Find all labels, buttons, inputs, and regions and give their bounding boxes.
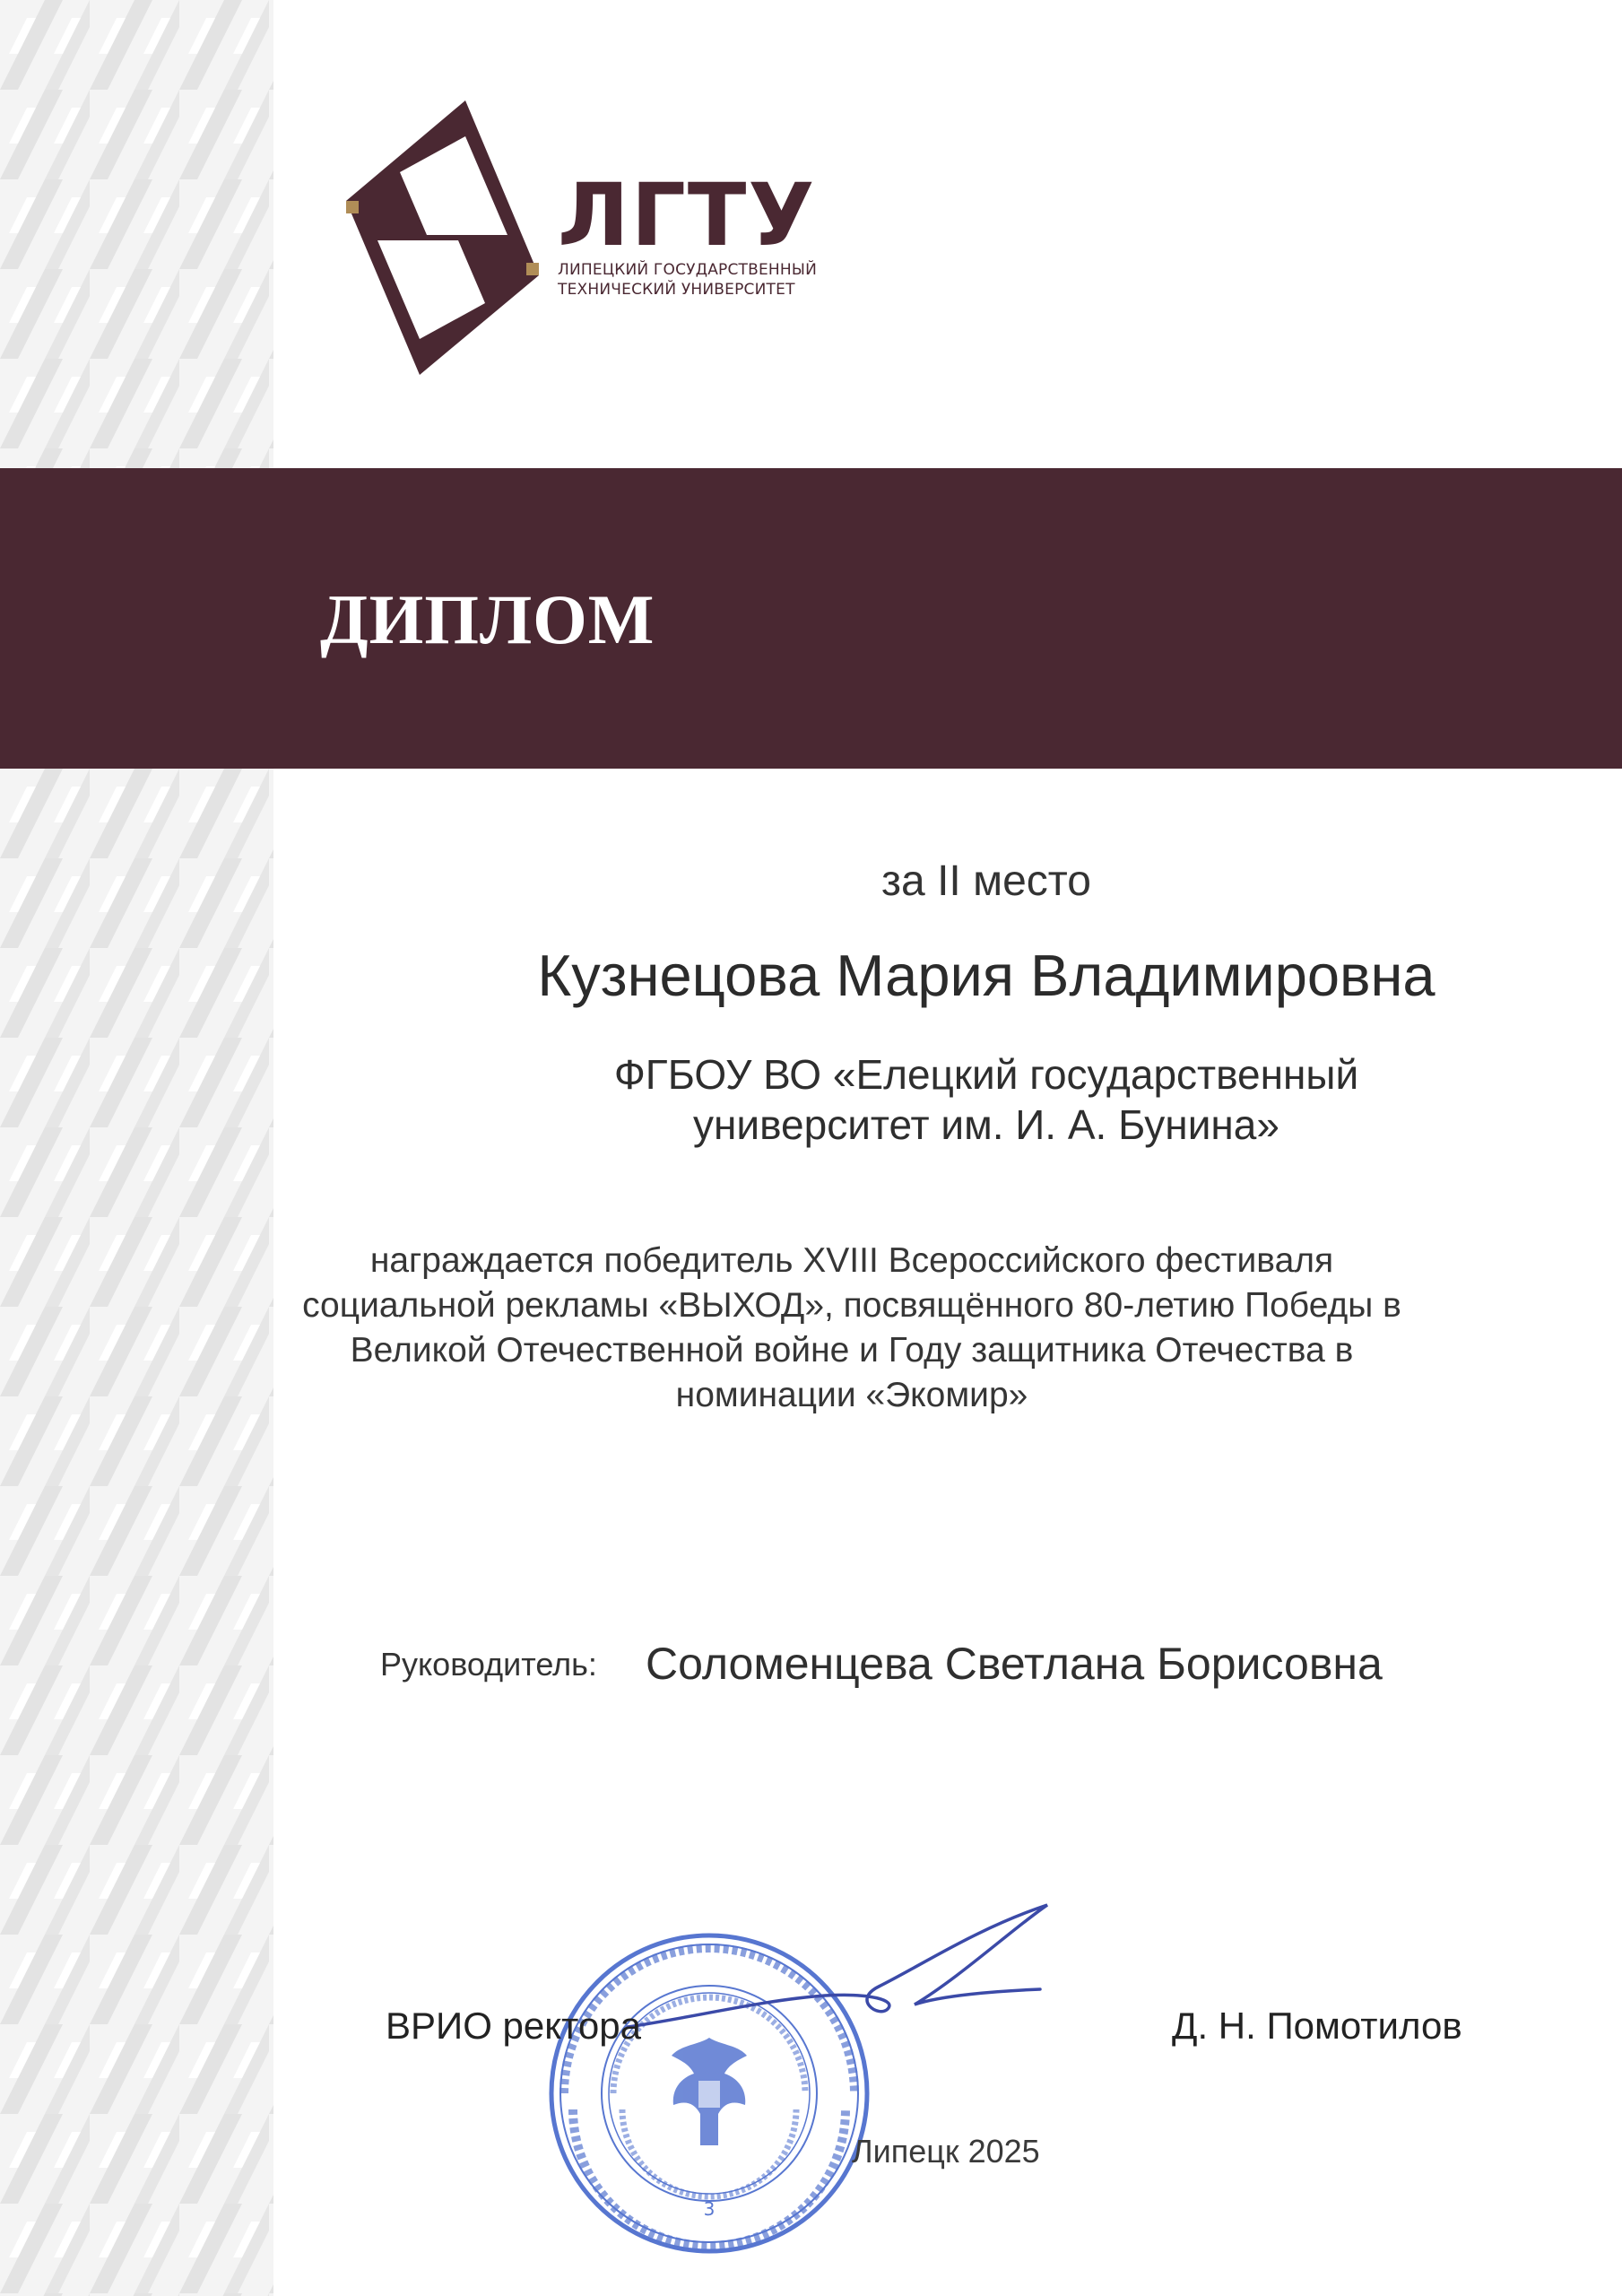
university-logo-text — [558, 165, 818, 299]
award-line-4: номинации «Экомир» — [675, 1376, 1028, 1414]
diploma-title: ДИПЛОМ — [320, 580, 655, 658]
title-band — [0, 468, 1622, 769]
supervisor-name: Соломенцева Светлана Борисовна — [646, 1639, 1383, 1689]
svg-text:3: 3 — [703, 2198, 716, 2220]
organization — [448, 1049, 1524, 1150]
city-year: Липецк 2025 — [852, 2133, 1040, 2170]
organization-line-2: университет им. И. А. Бунина» — [693, 1101, 1279, 1148]
side-pattern-bottom — [0, 769, 273, 2296]
organization-line-1: ФГБОУ ВО «Елецкий государственный — [613, 1051, 1359, 1098]
award-line-3: Великой Отечественной войне и Году защитника Отечества в — [350, 1331, 1354, 1370]
recipient-name: Кузнецова Мария Владимировна — [537, 943, 1436, 1008]
award-line-1: награждается победитель XVIII Всероссийского фестиваля — [369, 1241, 1334, 1280]
place-text: за II место — [881, 857, 1091, 905]
logo-name: ЛГТУ — [558, 165, 817, 265]
rector-signature — [619, 1892, 1085, 2054]
logo-subtitle-1: ЛИПЕЦКИЙ ГОСУДАРСТВЕННЫЙ — [558, 261, 818, 279]
supervisor-label: Руководитель: — [380, 1646, 597, 1683]
award-text — [269, 1239, 1435, 1418]
university-logo-icon — [346, 100, 539, 375]
rector-title: ВРИО ректора — [386, 2005, 641, 2047]
side-pattern-top — [0, 0, 273, 468]
rector-name: Д. Н. Помотилов — [1172, 2005, 1462, 2047]
award-line-2: социальной рекламы «ВЫХОД», посвящённого 80-летию Победы в — [302, 1286, 1401, 1325]
logo-subtitle-2: ТЕХНИЧЕСКИЙ УНИВЕРСИТЕТ — [558, 281, 795, 299]
